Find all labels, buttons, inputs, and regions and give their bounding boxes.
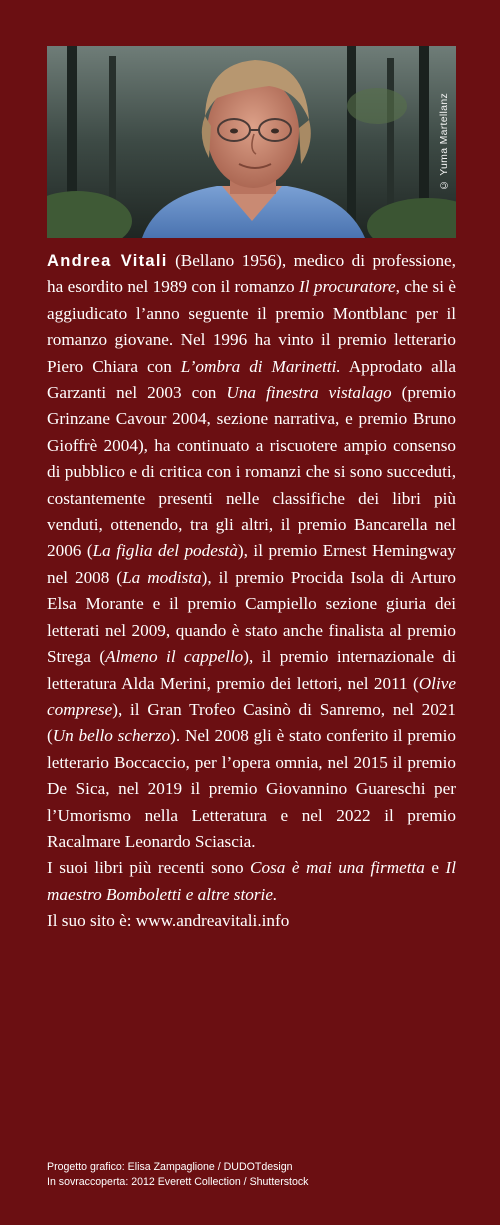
design-credit: Progetto grafico: Elisa Zampaglione / DUDOTdesign xyxy=(47,1161,293,1173)
author-portrait-image xyxy=(47,46,456,238)
bio-text: ), il Gran Trofeo Casinò di Sanremo, nel 2021 ( xyxy=(47,699,456,746)
author-biography xyxy=(47,248,456,935)
bio-text: (premio Grinzane Cavour 2004, sezione narrativa, e premio Bruno Gioffrè 2004), ha continuato a riscuotere ampio consenso di pubblico e di critica con i romanzi che si sono succeduti, costantemente presenti nelle classifiche dei libri più venduti, ottenendo, tra gli altri, il premio Bancarella nel 2006 ( xyxy=(47,383,456,561)
bio-text: Approdato alla Garzanti nel 2003 con xyxy=(47,356,456,403)
book-title: Una finestra vistalago xyxy=(226,383,392,403)
bio-text: ). Nel 2008 gli è stato conferito il premio letterario Boccaccio, per l’opera omnia, nel 2015 il premio De Sica, nel 2019 il premio Giovannino Guareschi per l’Umorismo nella Letteratura e nel 2022 il premio Racalmare Leonardo Sciascia. xyxy=(47,726,456,851)
author-name: Andrea Vitali xyxy=(47,252,168,270)
bio-text: I suoi libri più recenti sono xyxy=(47,858,251,878)
book-title: La figlia del podestà xyxy=(92,541,238,561)
bio-text: ), il premio Procida Isola di Arturo Elsa Morante e il premio Campiello sezione giuria dei letterati nel 2009, quando è stato anche finalista al premio Strega ( xyxy=(47,567,456,667)
credits-footer xyxy=(47,1160,308,1190)
recent-books-paragraph xyxy=(47,855,456,908)
bio-text: , che si è aggiudicato l’anno seguente il premio Montblanc per il romanzo giovane. Nel 1996 ha vinto il premio letterario Piero Chiara con xyxy=(47,277,456,376)
photo-credit: © Yuma Martellanz xyxy=(438,92,450,192)
author-photo xyxy=(47,46,456,238)
bio-text: ), il premio internazionale di letteratura Alda Merini, premio dei lettori, nel 2011 ( xyxy=(47,647,456,693)
bio-text: ), il premio Ernest Hemingway nel 2008 ( xyxy=(47,541,456,587)
bio-text: (Bellano 1956), medico di professione, ha esordito nel 1989 con il romanzo xyxy=(47,251,456,297)
cover-credit: In sovraccoperta: 2012 Everett Collection / Shutterstock xyxy=(47,1176,309,1188)
website-line: Il suo sito è: www.andreavitali.info xyxy=(47,911,290,931)
bio-paragraph xyxy=(47,248,456,855)
book-title: Il maestro Bomboletti e altre storie. xyxy=(47,858,456,904)
bio-text: e xyxy=(424,858,446,878)
book-title: Almeno il cappello xyxy=(105,647,244,667)
book-title: Olive comprese xyxy=(47,673,456,719)
book-title: Un bello scherzo xyxy=(52,726,171,746)
book-title: L’ombra di Marinetti. xyxy=(180,356,341,376)
book-title: Il procuratore xyxy=(299,277,396,297)
book-title: La modista xyxy=(122,567,202,587)
book-title: Cosa è mai una firmetta xyxy=(250,858,425,878)
